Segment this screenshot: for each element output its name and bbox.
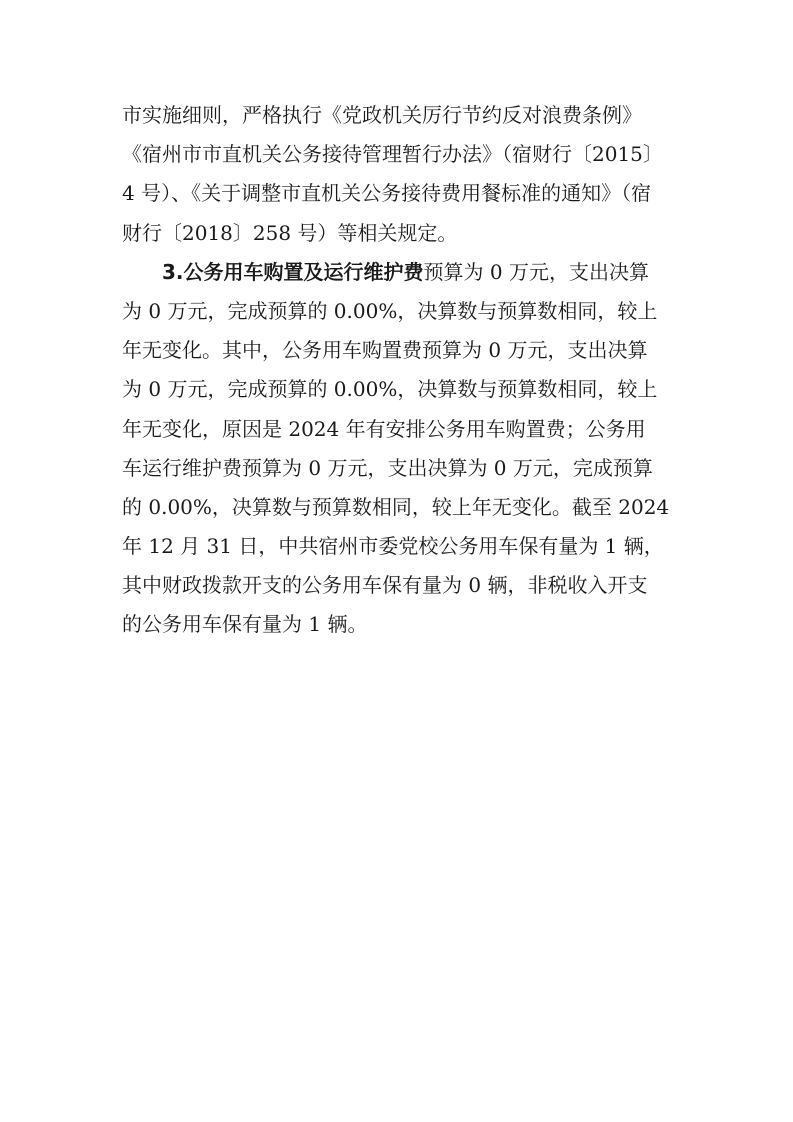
- text-line: 为 0 万元，完成预算的 0.00%，决算数与预算数相同，较上: [122, 298, 658, 323]
- paragraph-first-line: [122, 253, 682, 292]
- text-line: 《宿州市市直机关公务接待管理暂行办法》（宿财行〔2015〕: [122, 142, 663, 167]
- text-line: 年 12 月 31 日，中共宿州市委党校公务用车保有量为 1 辆，: [122, 534, 664, 559]
- text-line: 为 0 万元，完成预算的 0.00%，决算数与预算数相同，较上: [122, 377, 658, 402]
- paragraph-hospitality-regulations: [122, 96, 682, 253]
- text-line: 财行〔2018〕258 号）等相关规定。: [122, 220, 458, 245]
- document-body: [122, 96, 682, 645]
- paragraph-vehicle-expenses: [122, 253, 682, 645]
- section-heading: 3.公务用车购置及运行维护费: [162, 259, 424, 284]
- text-line: 市实施细则，严格执行《党政机关厉行节约反对浪费条例》: [122, 103, 642, 127]
- text-span: 预算为 0 万元，支出决算: [423, 259, 649, 284]
- text-line: 4 号）、《关于调整市直机关公务接待费用餐标准的通知》（宿: [122, 181, 652, 206]
- text-line: 的公务用车保有量为 1 辆。: [122, 612, 368, 637]
- text-line: 年无变化，原因是 2024 年有安排公务用车购置费；公务用: [122, 416, 646, 441]
- text-line: 年无变化。其中，公务用车购置费预算为 0 万元，支出决算: [122, 338, 648, 363]
- text-line: 车运行维护费预算为 0 万元，支出决算为 0 万元，完成预算: [122, 455, 653, 480]
- text-line: 其中财政拨款开支的公务用车保有量为 0 辆，非税收入开支: [122, 573, 648, 598]
- text-line: 的 0.00%，决算数与预算数相同，较上年无变化。截至 2024: [122, 494, 670, 519]
